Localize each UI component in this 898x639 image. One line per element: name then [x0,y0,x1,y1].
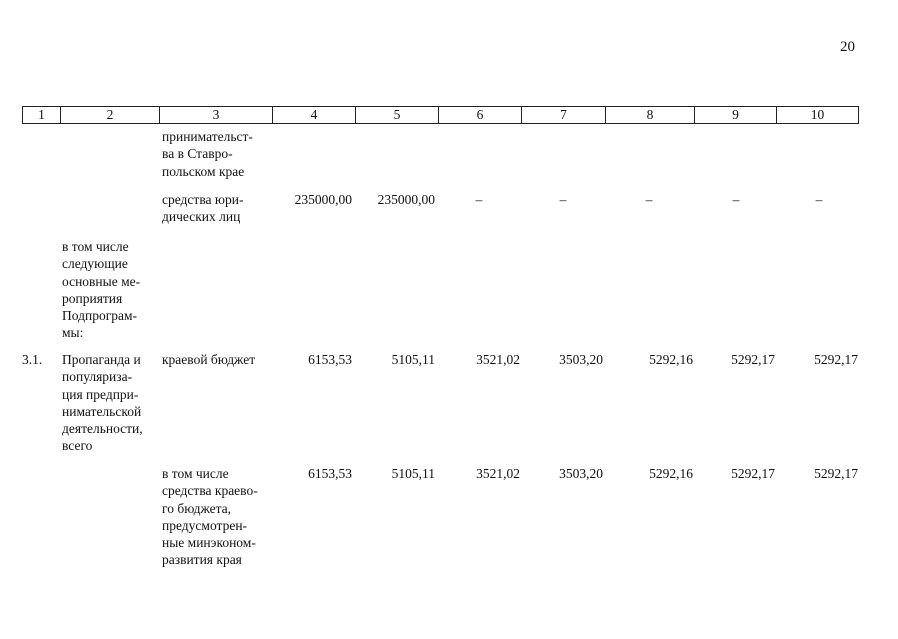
text-line: деятельности, [62,421,143,437]
text-line: всего [62,438,93,454]
text-line: основные ме- [62,273,141,289]
cell-dash: – [815,192,823,207]
text-line: дических лиц [162,209,241,225]
item-source: краевой бюджет [162,352,256,367]
cell-value: 3503,20 [559,466,603,481]
header-col-3: 3 [160,107,273,124]
text-line: мы: [62,325,84,341]
header-col-5: 5 [356,107,439,124]
item-name [62,351,157,455]
cell-value: 5292,17 [731,466,775,481]
text-line: роприятия [62,290,123,306]
header-col-9: 9 [695,107,777,124]
text-line: го бюджета, [162,500,232,516]
text-line: в том числе [62,239,129,254]
text-line: принимательст- [162,129,253,144]
header-col-1: 1 [23,107,61,124]
text-line: средства краево- [162,483,258,499]
item-incl-source [162,465,272,569]
item-number: 3.1. [22,352,43,367]
header-col-2: 2 [61,107,160,124]
cell-dash: – [559,192,567,207]
text-line: Подпрограм- [62,308,138,324]
cell-dash: – [732,192,740,207]
cell-value: 5292,16 [649,352,693,367]
cell-value: 5292,17 [814,352,858,367]
text-line: средства юри- [162,192,244,207]
cell-value: 5105,11 [391,466,435,481]
cell-value: 5292,16 [649,466,693,481]
text-line: развития края [162,552,242,568]
cell-value: 6153,53 [308,352,352,367]
cell-value: 6153,53 [308,466,352,481]
text-line: популяриза- [62,369,133,385]
page-number: 20 [840,39,855,55]
text-line: нимательской [62,403,142,419]
cell-dash: – [475,192,483,207]
column-header-row [22,106,859,124]
cell-dash: – [645,192,653,207]
cell-value: 3521,02 [476,352,520,367]
cell-value: 5292,17 [814,466,858,481]
cell-value: 3521,02 [476,466,520,481]
header-col-4: 4 [273,107,356,124]
cell-value: 5292,17 [731,352,775,367]
legal-entities-source [162,191,272,226]
cell-value: 235000,00 [294,192,352,207]
header-col-10: 10 [777,107,859,124]
cell-value: 3503,20 [559,352,603,367]
text-line: в том числе [162,466,229,481]
text-line: ция предпри- [62,386,139,402]
header-col-7: 7 [522,107,606,124]
text-line: Пропаганда и [62,352,141,367]
including-heading [62,238,157,342]
cont-source-text [162,128,272,180]
text-line: польском крае [162,163,245,179]
text-line: ные минэконом- [162,535,256,551]
text-line: предусмотрен- [162,517,248,533]
text-line: ва в Ставро- [162,146,233,162]
header-col-6: 6 [439,107,522,124]
cell-value: 235000,00 [377,192,435,207]
cell-value: 5105,11 [391,352,435,367]
header-col-8: 8 [606,107,695,124]
text-line: следующие [62,256,128,272]
